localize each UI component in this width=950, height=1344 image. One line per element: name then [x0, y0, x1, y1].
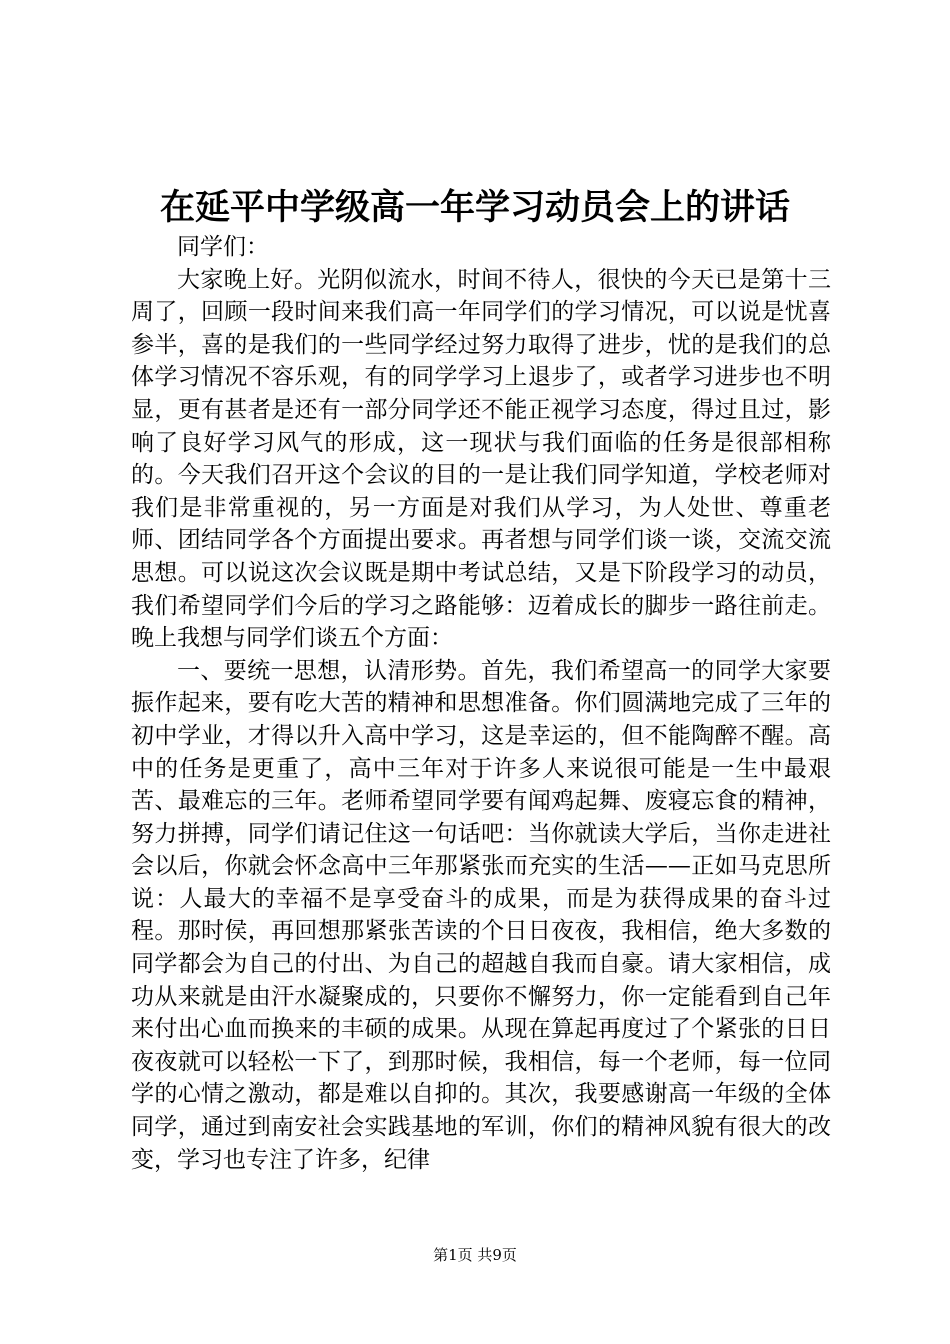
document-title: 在延平中学级高一年学习动员会上的讲话: [159, 187, 790, 228]
paragraph-2: 一、要统一思想，认清形势。首先，我们希望高一的同学大家要振作起来，要有吃大苦的精神和思想准备。你们圆满地完成了三年的初中学业，才得以升入高中学习，这是幸运的，但不能陶醉不醒。高中的任务是更重了，高中三年对于许多人来说很可能是一生中最艰苦、最难忘的三年。老师希望同学要有闻鸡起舞、废寝忘食的精神，努力拼搏，同学们请记住这一句话吧：当你就读大学后，当你走进社会以后，你就会怀念高中三年那紧张而充实的生活——正如马克思所说：人最大的幸福不是享受奋斗的成果，而是为获得成果的奋斗过程。那时侯，再回想那紧张苦读的个日日夜夜，我相信，绝大多数的同学都会为自己的付出、为自己的超越自我而自豪。请大家相信，成功从来就是由汗水凝聚成的，只要你不懈努力，你一定能看到自己年来付出心血而换来的丰硕的成果。从现在算起再度过了个紧张的日日夜夜就可以轻松一下了，到那时候，我相信，每一个老师，每一位同学的心情之激动，都是难以自抑的。其次，我要感谢高一年级的全体同学，通过到南安社会实践基地的军训，你们的精神风貌有很大的改变，学习也专注了许多，纪律: [131, 657, 831, 1173]
page-footer: 第1页 共9页: [433, 1246, 517, 1264]
salutation: 同学们：: [177, 234, 269, 260]
paragraph-1: 大家晚上好。光阴似流水，时间不待人，很快的今天已是第十三周了，回顾一段时间来我们高一年同学们的学习情况，可以说是忧喜参半，喜的是我们的一些同学经过努力取得了进步，忧的是我们的总体学习情况不容乐观，有的同学学习上退步了，或者学习进步也不明显，更有甚者是还有一部分同学还不能正视学习态度，得过且过，影响了良好学习风气的形成，这一现状与我们面临的任务是很部相称的。今天我们召开这个会议的目的一是让我们同学知道，学校老师对我们是非常重视的，另一方面是对我们从学习，为人处世、尊重老师、团结同学各个方面提出要求。再者想与同学们谈一谈，交流交流思想。可以说这次会议既是期中考试总结，又是下阶段学习的动员，我们希望同学们今后的学习之路能够：迈着成长的脚步一路往前走。晚上我想与同学们谈五个方面：: [131, 266, 831, 652]
document-body: [131, 231, 831, 1176]
